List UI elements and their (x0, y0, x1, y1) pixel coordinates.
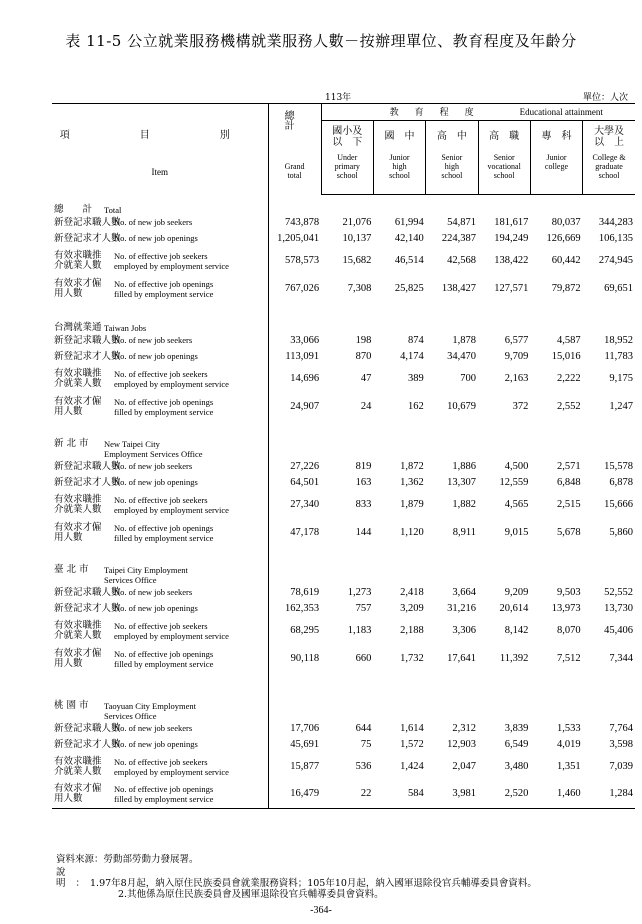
row-label-en-2: filled by employment service (114, 658, 214, 669)
cell-value: 3,981 (426, 781, 478, 809)
cell-value: 6,577 (504, 334, 529, 346)
cell-value: 4,565 (504, 498, 529, 510)
cell-total: 90,118 (268, 645, 321, 673)
cell-value: 2,515 (557, 498, 581, 510)
cell-value: 700 (460, 372, 477, 384)
table-row (52, 231, 635, 247)
row-label-en: No. of new job seekers (114, 461, 193, 471)
cell-value: 198 (355, 334, 372, 346)
row-label (52, 585, 268, 601)
cell-value: 1,732 (400, 652, 424, 664)
row-label (52, 349, 268, 365)
cell-value: 12,903 (447, 738, 477, 750)
col-header-senior-high-en: Senior high school (426, 153, 478, 195)
section-title-en: Taipei City Employment (104, 564, 188, 575)
cell-value: 5,860 (609, 526, 633, 538)
row-label (52, 231, 268, 247)
cell-value: 181,617 (494, 216, 529, 228)
cell-value: 644 (355, 722, 372, 734)
cell-value: 757 (355, 602, 372, 614)
row-label (52, 247, 268, 275)
cell-value: 46,514 (394, 254, 424, 266)
row-label (52, 459, 268, 475)
section-header-row (52, 313, 635, 333)
cell-total: 162,353 (268, 601, 321, 617)
cell-value: 3,664 (452, 586, 477, 598)
section-title-en-2: Services Office (104, 710, 157, 721)
cell-value: 584 (373, 781, 425, 809)
table-row (52, 601, 635, 617)
cell-value: 344,283 (598, 216, 633, 228)
cell-value: 13,307 (447, 476, 477, 488)
cell-value: 7,039 (609, 760, 633, 772)
cell-value: 1,460 (530, 781, 582, 809)
section-title (52, 431, 268, 459)
section-title (52, 195, 268, 215)
section-title-en-2: Services Office (104, 574, 157, 585)
cell-value: 31,216 (447, 602, 477, 614)
cell-value: 13,730 (604, 602, 633, 614)
row-label-en-2: employed by employment service (114, 630, 229, 641)
section-title-zh: 新 北 市 (54, 437, 89, 449)
row-label-zh-2: 用人數 (54, 657, 83, 669)
row-label-zh: 有效求才僱 (54, 277, 102, 289)
row-label-en: No. of effective job openings (114, 522, 214, 533)
cell-value: 4,019 (557, 738, 581, 750)
year-label: 113年 (325, 93, 352, 103)
cell-value: 7,512 (557, 652, 581, 664)
cell-value: 2,188 (400, 624, 424, 636)
table-row (52, 645, 635, 673)
row-label-zh-2: 介就業人數 (54, 503, 102, 515)
table-row (52, 721, 635, 737)
cell-total: 33,066 (268, 333, 321, 349)
row-label-en: No. of new job openings (114, 351, 198, 361)
section-title-zh: 總 計 (54, 203, 93, 215)
cell-value: 1,878 (452, 334, 477, 346)
row-label (52, 393, 268, 421)
cell-value: 3,598 (609, 738, 633, 750)
cell-value: 163 (355, 476, 372, 488)
cell-value: 21,076 (342, 216, 372, 228)
cell-total: 68,295 (268, 617, 321, 645)
row-label-en: No. of effective job openings (114, 648, 214, 659)
row-label-en: No. of effective job seekers (114, 620, 208, 631)
cell-value: 1,362 (400, 476, 424, 488)
row-label-en: No. of effective job openings (114, 784, 214, 795)
cell-value: 79,872 (551, 282, 581, 294)
cell-value: 7,344 (609, 652, 633, 664)
cell-value: 660 (355, 652, 372, 664)
row-label (52, 753, 268, 781)
cell-value: 17,641 (447, 652, 477, 664)
cell-value: 2,222 (557, 372, 581, 384)
cell-value: 10,679 (447, 400, 477, 412)
table-row (52, 753, 635, 781)
page-number: -364- (310, 905, 332, 916)
cell-value: 1,614 (400, 722, 424, 734)
row-label-en-2: filled by employment service (114, 532, 214, 543)
cell-value: 1,879 (400, 498, 424, 510)
cell-value: 47 (360, 372, 372, 384)
col-header-vocational: 高 職 (478, 121, 530, 153)
table-row (52, 215, 635, 231)
cell-value: 833 (355, 498, 372, 510)
section-title-zh: 台灣就業通 (54, 321, 102, 333)
cell-value: 224,387 (441, 232, 477, 244)
section-title (52, 693, 268, 721)
row-label-zh: 新登記求職人數 (54, 217, 121, 228)
cell-total: 1,205,041 (268, 231, 321, 247)
row-label-zh: 有效求職推 (54, 249, 102, 261)
cell-total: 47,178 (268, 519, 321, 547)
table-row (52, 333, 635, 349)
row-label-zh: 新登記求職人數 (54, 461, 121, 472)
cell-value: 1,247 (609, 400, 633, 412)
row-label-zh: 新登記求才人數 (54, 477, 121, 488)
section-title-en: Taoyuan City Employment (104, 700, 196, 711)
unit-label: 單位：人次 (582, 93, 628, 103)
row-label (52, 737, 268, 753)
row-label-en: No. of new job seekers (114, 217, 193, 227)
cell-total: 15,877 (268, 753, 321, 781)
cell-value: 3,480 (504, 760, 529, 772)
row-label-zh: 新登記求才人數 (54, 351, 121, 362)
row-label-en: No. of new job seekers (114, 587, 193, 597)
cell-value: 5,678 (557, 526, 581, 538)
cell-value: 372 (512, 400, 529, 412)
cell-value: 536 (355, 760, 372, 772)
col-header-primary-en: Under primary school (321, 153, 373, 195)
cell-value: 13,973 (551, 602, 581, 614)
row-label (52, 215, 268, 231)
notes-label: 說明： (56, 867, 96, 889)
row-label-zh: 有效求才僱 (54, 647, 102, 659)
row-label (52, 721, 268, 737)
cell-value: 2,520 (478, 781, 530, 809)
row-label (52, 365, 268, 393)
row-label-en: No. of effective job openings (114, 278, 214, 289)
row-label (52, 275, 268, 303)
note-2: 2.其他係為原住民族委員會及國軍退除役官兵輔導委員會資料。 (118, 889, 384, 900)
cell-value: 819 (355, 460, 372, 472)
cell-value: 3,306 (452, 624, 477, 636)
table-row (52, 349, 635, 365)
cell-total: 27,340 (268, 491, 321, 519)
row-label-en-2: employed by employment service (114, 378, 229, 389)
cell-value: 6,848 (557, 476, 581, 488)
table-row (52, 365, 635, 393)
row-label-en: No. of effective job seekers (114, 494, 208, 505)
cell-total: 14,696 (268, 365, 321, 393)
cell-value: 144 (355, 526, 372, 538)
note-1: 1.97年8月起，納入原住民族委員會就業服務資料；105年10月起，納入國軍退除役官兵輔導委員會資料。 (90, 878, 537, 889)
cell-value: 3,209 (400, 602, 424, 614)
cell-value: 15,682 (342, 254, 372, 266)
section-header-row (52, 195, 635, 215)
cell-value: 4,587 (557, 334, 581, 346)
cell-value: 1,120 (400, 526, 424, 538)
cell-value: 9,209 (504, 586, 529, 598)
row-label-zh: 有效求才僱 (54, 395, 102, 407)
table-row (52, 737, 635, 753)
cell-value: 870 (355, 350, 372, 362)
cell-value: 1,424 (400, 760, 424, 772)
row-label-en-2: employed by employment service (114, 504, 229, 515)
cell-value: 2,163 (504, 372, 529, 384)
cell-value: 12,559 (499, 476, 529, 488)
row-label-en: No. of effective job seekers (114, 368, 208, 379)
cell-value: 1,572 (400, 738, 424, 750)
cell-value: 2,571 (557, 460, 581, 472)
row-label-zh-2: 用人數 (54, 405, 83, 417)
row-label-zh: 有效求職推 (54, 755, 102, 767)
row-label-zh-2: 用人數 (54, 531, 83, 543)
table-row (52, 247, 635, 275)
cell-value: 24 (360, 400, 372, 412)
row-label-zh-2: 用人數 (54, 287, 83, 299)
total-header: 總 計 Grand total (268, 104, 321, 195)
row-label-zh-2: 介就業人數 (54, 629, 102, 641)
cell-value: 274,945 (598, 254, 633, 266)
row-label-en: No. of new job openings (114, 233, 198, 243)
cell-value: 127,571 (494, 282, 529, 294)
cell-total: 24,907 (268, 393, 321, 421)
section-title-en: Taiwan Jobs (104, 322, 147, 333)
cell-value: 162 (407, 400, 424, 412)
section-title-en: Total (104, 204, 122, 215)
cell-total: 27,226 (268, 459, 321, 475)
cell-value: 6,549 (504, 738, 529, 750)
cell-value: 1,886 (452, 460, 477, 472)
row-label-en: No. of effective job seekers (114, 756, 208, 767)
row-label-en: No. of effective job seekers (114, 250, 208, 261)
cell-value: 9,503 (557, 586, 581, 598)
page-title: 表 11-5 公立就業服務機構就業服務人數－按辦理單位、教育程度及年齡分 (65, 32, 577, 50)
cell-value: 1,284 (583, 781, 635, 809)
row-label-en-2: employed by employment service (114, 766, 229, 777)
col-header-vocational-en: Senior vocational school (478, 153, 530, 195)
row-label-zh-2: 介就業人數 (54, 259, 102, 271)
cell-value: 1,183 (347, 624, 372, 636)
cell-value: 18,952 (604, 334, 633, 346)
table-row (52, 617, 635, 645)
row-label-zh: 新登記求才人數 (54, 233, 121, 244)
row-label-en: No. of new job openings (114, 477, 198, 487)
row-label-en-2: filled by employment service (114, 794, 214, 805)
item-header: 項 目 別 Item (52, 104, 268, 195)
row-label-en: No. of new job seekers (114, 335, 193, 345)
cell-value: 2,312 (452, 722, 477, 734)
cell-total: 767,026 (268, 275, 321, 303)
row-label (52, 519, 268, 547)
row-label (52, 781, 268, 809)
table-row (52, 491, 635, 519)
row-label-zh: 新登記求職人數 (54, 335, 121, 346)
cell-value: 52,552 (604, 586, 633, 598)
row-label-en: No. of new job openings (114, 739, 198, 749)
education-header: 教育程度 Educational attainment (321, 104, 635, 121)
cell-value: 69,651 (604, 282, 633, 294)
row-label (52, 645, 268, 673)
cell-value: 60,442 (551, 254, 581, 266)
row-label-zh: 有效求才僱 (54, 783, 102, 795)
table-row (52, 781, 635, 809)
cell-value: 11,783 (604, 350, 633, 362)
cell-value: 389 (407, 372, 424, 384)
statistics-table (52, 103, 635, 809)
cell-value: 25,825 (394, 282, 424, 294)
cell-value: 15,578 (604, 460, 633, 472)
cell-value: 1,882 (452, 498, 477, 510)
cell-value: 45,406 (604, 624, 633, 636)
cell-value: 2,552 (557, 400, 581, 412)
notes (56, 867, 537, 900)
row-label (52, 333, 268, 349)
cell-value: 2,047 (452, 760, 477, 772)
source-note: 資料來源：勞動部勞動力發展署。 (56, 854, 199, 865)
cell-value: 8,142 (504, 624, 529, 636)
cell-total: 45,691 (268, 737, 321, 753)
col-header-primary: 國小及 以 下 (321, 121, 373, 153)
col-header-junior-college-en: Junior college (530, 153, 582, 195)
cell-value: 106,135 (598, 232, 633, 244)
row-label-zh-2: 介就業人數 (54, 765, 102, 777)
section-title-en-2: Employment Services Office (104, 448, 203, 459)
cell-value: 8,070 (557, 624, 581, 636)
col-header-junior-college: 專 科 (530, 121, 582, 153)
cell-value: 874 (407, 334, 424, 346)
cell-total: 78,619 (268, 585, 321, 601)
cell-value: 4,174 (400, 350, 424, 362)
cell-value: 54,871 (447, 216, 477, 228)
table-body (52, 195, 635, 809)
section-title-zh: 桃 園 市 (54, 699, 89, 711)
row-label-en: No. of effective job openings (114, 396, 214, 407)
cell-value: 42,568 (447, 254, 477, 266)
row-label (52, 601, 268, 617)
cell-value: 1,533 (557, 722, 581, 734)
cell-value: 194,249 (494, 232, 529, 244)
cell-value: 6,878 (609, 476, 633, 488)
row-label-zh: 有效求職推 (54, 493, 102, 505)
section-title-zh: 臺 北 市 (54, 563, 89, 575)
table-row (52, 459, 635, 475)
cell-value: 1,872 (400, 460, 424, 472)
row-label-en: No. of new job seekers (114, 723, 193, 733)
cell-value: 3,839 (504, 722, 529, 734)
row-label-zh: 新登記求才人數 (54, 603, 121, 614)
section-header-row (52, 557, 635, 585)
row-label-zh: 新登記求才人數 (54, 739, 121, 750)
row-label (52, 475, 268, 491)
section-header-row (52, 431, 635, 459)
row-label-zh: 新登記求職人數 (54, 723, 121, 734)
row-label-en-2: filled by employment service (114, 288, 214, 299)
cell-value: 9,709 (504, 350, 529, 362)
cell-total: 16,479 (268, 781, 321, 809)
cell-value: 11,392 (499, 652, 529, 664)
cell-value: 126,669 (546, 232, 581, 244)
cell-value: 10,137 (342, 232, 372, 244)
table-row (52, 393, 635, 421)
row-label-en-2: employed by employment service (114, 260, 229, 271)
table-row (52, 585, 635, 601)
cell-value: 34,470 (447, 350, 477, 362)
cell-value: 1,273 (347, 586, 372, 598)
cell-value: 42,140 (394, 232, 424, 244)
row-label-zh: 有效求職推 (54, 367, 102, 379)
cell-value: 138,427 (441, 282, 477, 294)
col-header-college: 大學及 以 上 (583, 121, 635, 153)
cell-value: 2,418 (400, 586, 424, 598)
table-row (52, 275, 635, 303)
cell-value: 4,500 (504, 460, 529, 472)
row-label-en: No. of new job openings (114, 603, 198, 613)
cell-value: 15,016 (551, 350, 581, 362)
cell-value: 15,666 (604, 498, 633, 510)
cell-total: 743,878 (268, 215, 321, 231)
cell-value: 75 (360, 738, 372, 750)
cell-total: 17,706 (268, 721, 321, 737)
row-label-zh: 有效求職推 (54, 619, 102, 631)
row-label-zh-2: 用人數 (54, 793, 83, 805)
row-label-en-2: filled by employment service (114, 406, 214, 417)
cell-value: 8,911 (452, 526, 477, 538)
section-title (52, 557, 268, 585)
row-label (52, 617, 268, 645)
cell-value: 7,308 (347, 282, 372, 294)
row-label-zh-2: 介就業人數 (54, 377, 102, 389)
cell-total: 578,573 (268, 247, 321, 275)
cell-value: 138,422 (494, 254, 529, 266)
row-label (52, 491, 268, 519)
section-title-en: New Taipei City (104, 438, 160, 449)
section-title (52, 313, 268, 333)
cell-value: 20,614 (499, 602, 529, 614)
cell-value: 1,351 (557, 760, 581, 772)
table-row (52, 519, 635, 547)
col-header-junior-high: 國 中 (373, 121, 425, 153)
cell-value: 61,994 (394, 216, 424, 228)
row-label-zh: 新登記求職人數 (54, 587, 121, 598)
cell-value: 9,015 (504, 526, 529, 538)
table-row (52, 475, 635, 491)
cell-value: 80,037 (551, 216, 581, 228)
cell-value: 7,764 (609, 722, 633, 734)
cell-value: 22 (321, 781, 373, 809)
col-header-senior-high: 高 中 (426, 121, 478, 153)
col-header-college-en: College & graduate school (583, 153, 635, 195)
row-label-zh: 有效求才僱 (54, 521, 102, 533)
cell-total: 64,501 (268, 475, 321, 491)
section-header-row (52, 693, 635, 721)
cell-value: 9,175 (609, 372, 633, 384)
cell-total: 113,091 (268, 349, 321, 365)
col-header-junior-high-en: Junior high school (373, 153, 425, 195)
